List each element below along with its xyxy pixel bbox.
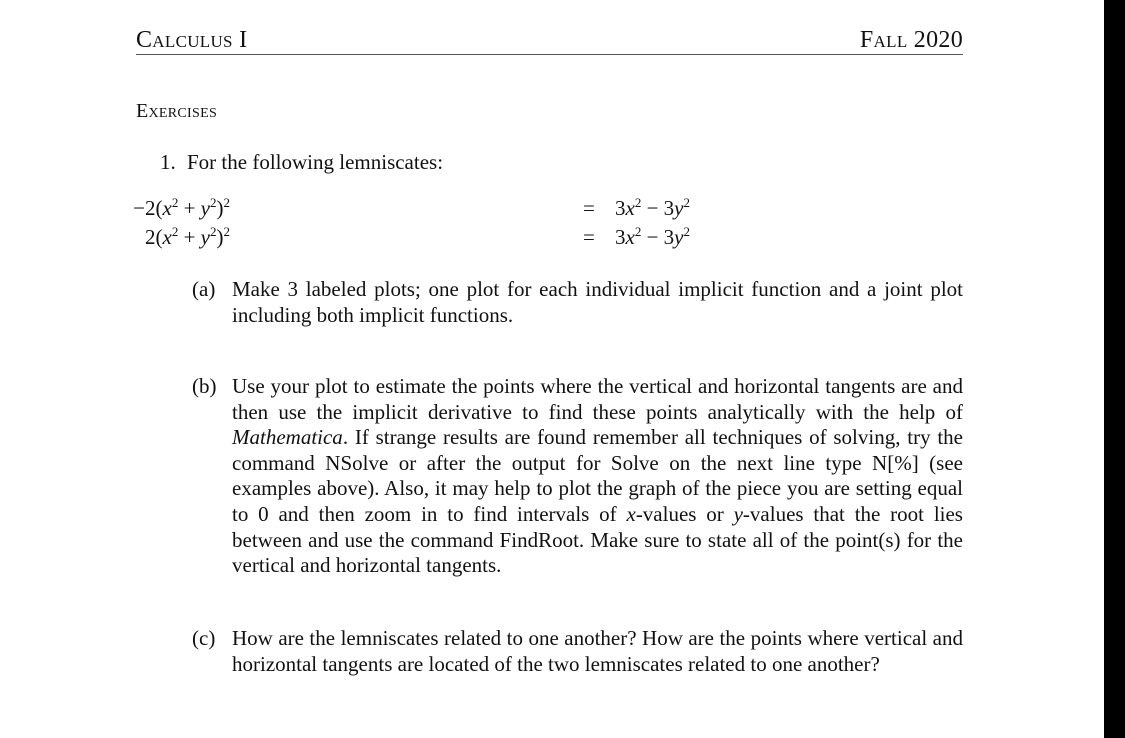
- part-c: [192, 626, 963, 677]
- part-a: [192, 277, 963, 328]
- part-label: (b): [192, 374, 217, 398]
- equation-lhs: $2(x^2 + y^2)^2$: [145, 224, 230, 249]
- part-text: Use your plot to estimate the points where the vertical and horizontal tangents are and then use the implicit derivative to find these points analytically with the help of Mathematica. If strange results are found remember all techniques of solving, try the command NSolve or after the output for Solve on the next line type N[%] (see examples above). Also, it may help to plot the graph of the piece you are setting equal to 0 and then zoom in to find intervals of x-values or y-values that the root lies between and use the command FindRoot. Make sure to state all of the point(s) for the vertical and horizontal tangents.: [232, 374, 963, 578]
- mathematica-emphasis: Mathematica: [232, 425, 343, 450]
- problem-intro: For the following lemniscates:: [187, 150, 444, 174]
- part-text: How are the lemniscates related to one another? How are the points where vertical and horizontal tangents are located of the two lemniscates related to one another?: [232, 626, 963, 676]
- term-label: Fall 2020: [859, 27, 963, 53]
- course-title: Calculus I: [136, 27, 248, 53]
- problem-number: 1.: [160, 150, 176, 174]
- section-title: Exercises: [136, 100, 218, 122]
- problem-statement: [160, 150, 443, 175]
- part-text: Make 3 labeled plots; one plot for each individual implicit function and a joint plot including both implicit functions.: [232, 277, 963, 327]
- equation-rhs: $3x^2 - 3y^2$: [615, 224, 690, 249]
- part-label: (a): [192, 277, 216, 301]
- part-label: (c): [192, 626, 216, 650]
- equation-lhs: $-2(x^2 + y^2)^2$: [133, 195, 230, 220]
- page-header: [136, 27, 963, 55]
- equals-sign: =: [583, 196, 595, 220]
- part-b: [192, 374, 963, 579]
- equation-rhs: $3x^2 - 3y^2$: [615, 195, 690, 220]
- equals-sign: =: [583, 225, 595, 249]
